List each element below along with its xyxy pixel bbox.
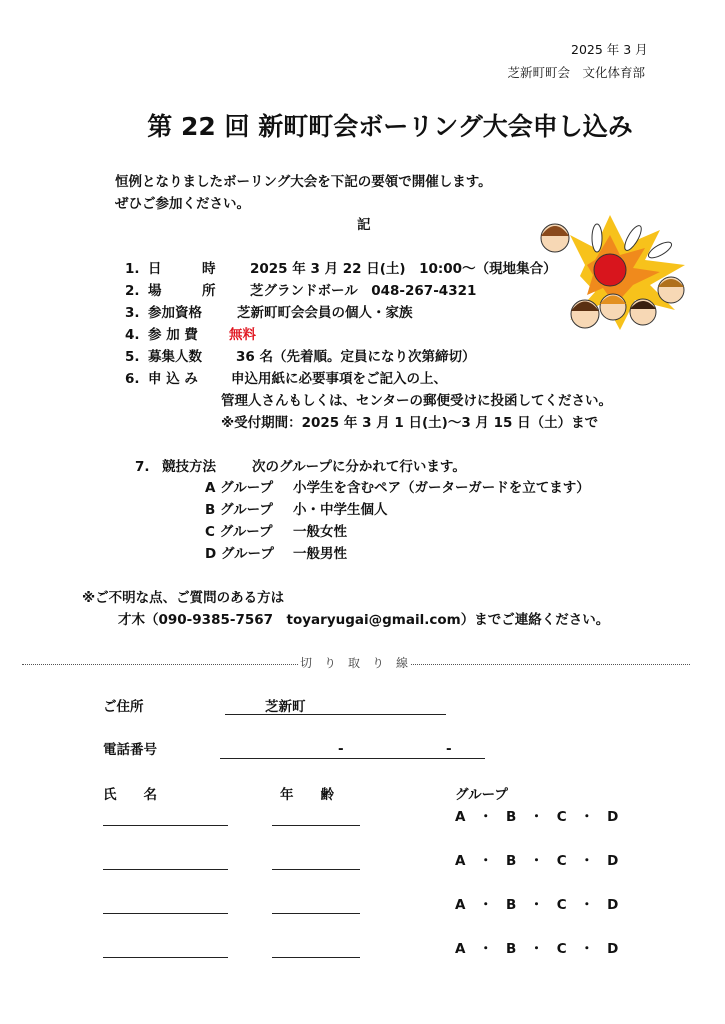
group-name: D グループ: [205, 546, 274, 562]
address-field[interactable]: 芝新町: [265, 699, 306, 715]
item-number: 4.: [125, 327, 140, 343]
group-options[interactable]: A ・ B ・ C ・ D: [455, 809, 619, 825]
contact-line: 才木（090-9385-7567 toyaryugai@gmail.com）までご連絡ください。: [118, 612, 610, 628]
group-desc: 一般女性: [293, 524, 347, 540]
name-label: 氏 名: [103, 787, 157, 803]
group-desc: 小学生を含むペア（ガーターガードを立てます）: [293, 480, 590, 496]
contact-note: ※ご不明な点、ご質問のある方は: [82, 590, 285, 606]
group-name: A グループ: [205, 480, 274, 496]
ki-heading: 記: [357, 217, 371, 233]
item-number: 1.: [125, 261, 140, 277]
page-title: 第 22 回 新町町会ボーリング大会申し込み: [147, 112, 633, 141]
address-label: ご住所: [103, 699, 144, 715]
group-options[interactable]: A ・ B ・ C ・ D: [455, 897, 619, 913]
item-label: 参 加 費: [148, 327, 198, 343]
name-field[interactable]: [103, 957, 228, 958]
item-label: 申 込 み: [148, 371, 198, 387]
item-label: 日 時: [148, 261, 216, 277]
group-label: グループ: [455, 787, 508, 803]
group-options[interactable]: A ・ B ・ C ・ D: [455, 941, 619, 957]
phone-dash: -: [446, 741, 452, 757]
reception-period: ※受付期間：2025 年 3 月 1 日(土)～3 月 15 日（土）まで: [221, 415, 599, 431]
item-value: 2025 年 3 月 22 日(土) 10:00～（現地集合）: [250, 261, 557, 277]
name-field[interactable]: [103, 869, 228, 870]
age-field[interactable]: [272, 957, 360, 958]
name-field[interactable]: [103, 913, 228, 914]
age-label: 年 齢: [280, 787, 334, 803]
item-number: 6.: [125, 371, 140, 387]
phone-dash: -: [338, 741, 344, 757]
intro-line-1: 恒例となりましたボーリング大会を下記の要領で開催します。: [115, 174, 492, 190]
item-value: 芝グランドボール 048-267-4321: [250, 283, 477, 299]
group-name: C グループ: [205, 524, 273, 540]
item-value: 36 名（先着順。定員になり次第締切）: [236, 349, 476, 365]
item-label: 募集人数: [148, 349, 202, 365]
phone-field[interactable]: [220, 758, 485, 759]
phone-label: 電話番号: [103, 742, 157, 758]
organization: 芝新町町会 文化体育部: [507, 65, 645, 80]
name-field[interactable]: [103, 825, 228, 826]
group-options[interactable]: A ・ B ・ C ・ D: [455, 853, 619, 869]
intro-line-2: ぜひご参加ください。: [115, 196, 250, 212]
item-number: 3.: [125, 305, 140, 321]
item-label: 競技方法: [162, 459, 216, 475]
address-underline: [225, 714, 446, 715]
fee-value: 無料: [229, 327, 256, 343]
age-field[interactable]: [272, 869, 360, 870]
item-value: 申込用紙に必要事項をご記入の上、: [231, 371, 447, 387]
item-number: 5.: [125, 349, 140, 365]
group-desc: 小・中学生個人: [293, 502, 388, 518]
item-value: 芝新町町会会員の個人・家族: [237, 305, 413, 321]
item-label: 場 所: [148, 283, 216, 299]
item-value: 次のグループに分かれて行います。: [252, 459, 466, 475]
item-number: 2.: [125, 283, 140, 299]
group-desc: 一般男性: [293, 546, 347, 562]
group-name: B グループ: [205, 502, 273, 518]
age-field[interactable]: [272, 913, 360, 914]
item-number: 7.: [135, 459, 150, 475]
item-value-cont: 管理人さんもしくは、センターの郵便受けに投函してください。: [221, 393, 612, 409]
cut-line-label: 切 り 取 り 線: [300, 656, 409, 670]
document-date: 2025 年 3 月: [571, 42, 648, 57]
age-field[interactable]: [272, 825, 360, 826]
item-label: 参加資格: [148, 305, 202, 321]
